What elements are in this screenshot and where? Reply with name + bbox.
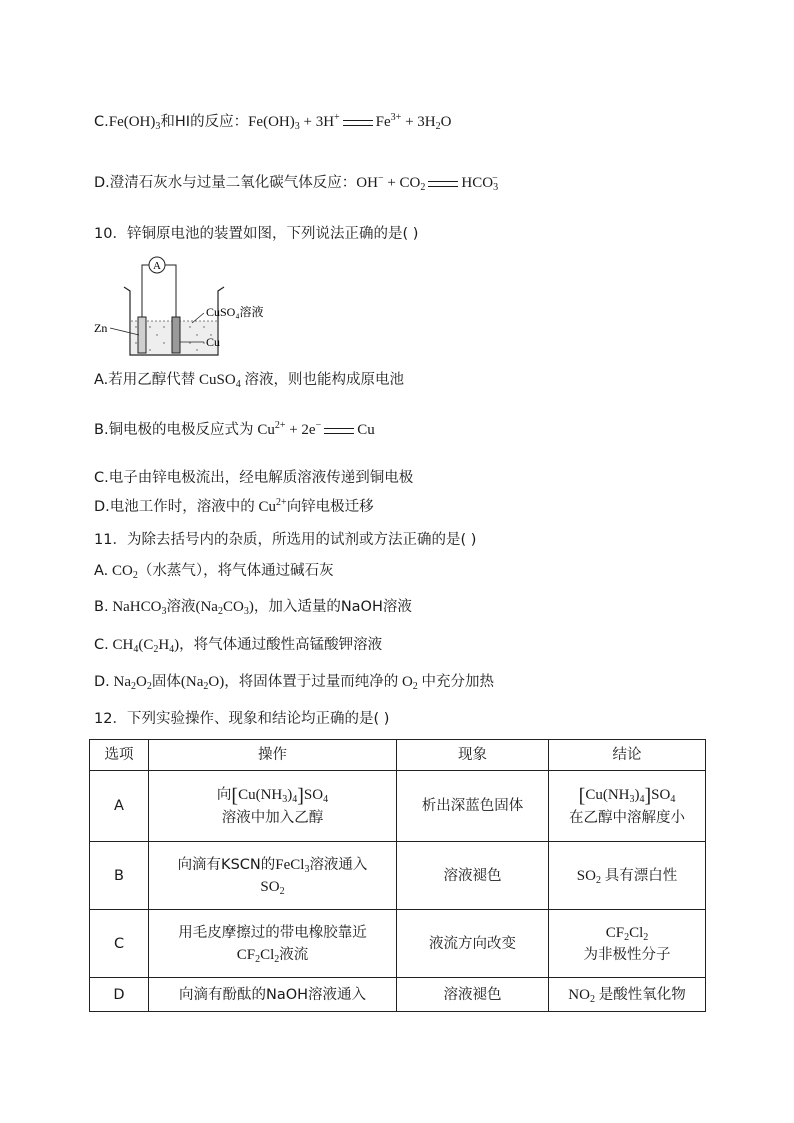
cell-operation bbox=[149, 771, 397, 842]
cell-text: 溶液通入 bbox=[309, 856, 368, 873]
galvanic-cell-figure bbox=[94, 255, 274, 361]
cell-option: B bbox=[90, 842, 149, 910]
q12-stem: 12．下列实验操作、现象和结论均正确的是( ) bbox=[94, 711, 390, 727]
q11-stem: 11．为除去括号内的杂质，所选用的试剂或方法正确的是( ) bbox=[94, 532, 477, 548]
cell-text: 为非极性分子 bbox=[583, 946, 671, 963]
cu-label: Cu bbox=[206, 335, 221, 349]
cell-conclusion bbox=[549, 978, 706, 1012]
option-text: （水蒸气），将气体通过碱石灰 bbox=[137, 563, 334, 579]
option-text: 若用乙醇代替 bbox=[108, 372, 196, 388]
q10-option-c: C.电子由锌电极流出，经电解质溶液传递到铜电极 bbox=[94, 470, 414, 486]
option-text: ，将气体通过酸性高锰酸钾溶液 bbox=[179, 637, 383, 653]
cell-text: 向滴有KSCN的 bbox=[177, 856, 276, 873]
cell-text: 是酸性氧化物 bbox=[598, 986, 686, 1003]
solution-label: CuSO₄溶液 bbox=[206, 305, 264, 319]
cell-text: 用毛皮摩擦过的带电橡胶靠近 bbox=[178, 924, 367, 941]
cell-operation: 向滴有酚酞的NaOH溶液通入 bbox=[149, 978, 397, 1012]
option-prefix: D. bbox=[94, 499, 110, 515]
cell-phenomenon: 溶液褪色 bbox=[397, 842, 549, 910]
formula: $SO_2$ bbox=[260, 878, 285, 897]
option-text: 电池工作时，溶液中的 bbox=[109, 499, 255, 515]
option-text: ，加入适量的NaOH溶液 bbox=[253, 599, 412, 615]
cell-conclusion bbox=[549, 910, 706, 978]
q11-option-b bbox=[94, 597, 412, 617]
formula: $CO_2$ bbox=[108, 563, 138, 581]
ammeter-label: A bbox=[153, 260, 161, 272]
table-row bbox=[90, 842, 706, 910]
option-prefix: A. bbox=[94, 372, 109, 388]
option-text: 中充分加热 bbox=[421, 674, 495, 690]
cell-conclusion bbox=[549, 771, 706, 842]
formula: $(Na_2O)$ bbox=[180, 674, 225, 692]
cell-text: 具有漂白性 bbox=[604, 867, 678, 884]
table-row bbox=[90, 771, 706, 842]
cell-phenomenon: 溶液褪色 bbox=[397, 978, 549, 1012]
q10-option-a bbox=[94, 370, 404, 390]
option-text: 铜电极的电极反应式为 bbox=[108, 422, 254, 438]
option-text: 溶液 bbox=[166, 599, 196, 615]
formula: $NO_2$ bbox=[568, 986, 595, 1005]
q9-option-c bbox=[94, 112, 451, 132]
option-text: 澄清石灰水与过量二氧化碳气体反应： bbox=[109, 175, 357, 191]
cell-text: 液流 bbox=[279, 946, 309, 963]
header-operation: 操作 bbox=[149, 740, 397, 771]
formula: $CH_4(C_2H_4)$ bbox=[108, 637, 180, 655]
formula: FeCl$_3$ bbox=[275, 856, 310, 875]
cell-phenomenon: 液流方向改变 bbox=[397, 910, 549, 978]
q11-option-a bbox=[94, 561, 334, 581]
header-phenomenon: 现象 bbox=[397, 740, 549, 771]
formula: $[Cu(NH_3)_4]SO_4$ bbox=[231, 784, 329, 807]
option-prefix: B. bbox=[94, 599, 109, 615]
option-text: 和HI的反应： bbox=[160, 114, 249, 130]
q10-option-d bbox=[94, 497, 374, 517]
table-header-row bbox=[90, 740, 706, 771]
option-text: 固体 bbox=[151, 674, 181, 690]
cell-operation bbox=[149, 910, 397, 978]
option-text: 向锌电极迁移 bbox=[286, 499, 374, 515]
equation: $Cu^{2+} + 2e^-$ Cu bbox=[253, 420, 375, 438]
option-text: ，将固体置于过量而纯净的 bbox=[224, 674, 399, 690]
header-option: 选项 bbox=[90, 740, 149, 771]
cell-text: 溶液中加入乙醇 bbox=[221, 809, 324, 826]
formula: $Fe(OH)_3$ bbox=[108, 114, 161, 132]
formula: $Na_2O_2$ bbox=[109, 674, 152, 692]
table-row bbox=[90, 978, 706, 1012]
cell-option: C bbox=[90, 910, 149, 978]
option-prefix: D. bbox=[94, 674, 110, 690]
q10-stem: 10．锌铜原电池的装置如图，下列说法正确的是( ) bbox=[94, 226, 419, 242]
option-prefix: C. bbox=[94, 114, 109, 130]
table-row bbox=[90, 910, 706, 978]
cell-text: 在乙醇中溶解度小 bbox=[569, 809, 685, 826]
q11-option-d bbox=[94, 672, 494, 692]
option-prefix: C. bbox=[94, 637, 109, 653]
formula: $CF_2Cl_2$ bbox=[605, 924, 649, 943]
formula: $Cu^{2+}$ bbox=[254, 497, 287, 515]
cell-option: D bbox=[90, 978, 149, 1012]
formula: $SO_2$ bbox=[576, 867, 601, 886]
formula: $(Na_2CO_3)$ bbox=[195, 599, 254, 617]
cell-option: A bbox=[90, 771, 149, 842]
option-prefix: D. bbox=[94, 175, 110, 191]
formula: $[Cu(NH_3)_4]SO_4$ bbox=[578, 784, 676, 807]
formula: $CF_2Cl_2$ bbox=[236, 946, 280, 965]
option-prefix: A. bbox=[94, 563, 109, 579]
option-text: 溶液，则也能构成原电池 bbox=[244, 372, 404, 388]
q9-option-d bbox=[94, 173, 498, 193]
header-conclusion: 结论 bbox=[549, 740, 706, 771]
cell-phenomenon: 析出深蓝色固体 bbox=[397, 771, 549, 842]
cell-text: 向 bbox=[216, 786, 232, 803]
q10-option-b bbox=[94, 420, 375, 440]
formula: CuSO$_4$ bbox=[195, 372, 241, 390]
cell-operation bbox=[149, 842, 397, 910]
formula: $O_2$ bbox=[398, 674, 418, 692]
formula: NaHCO$_3$ bbox=[108, 599, 167, 617]
equation: $Fe(OH)_3 + 3H^+$ $Fe^{3+} + 3H_2O$ bbox=[248, 112, 452, 132]
equation: $OH^- + CO_2$ $HCO_3^-$ bbox=[356, 173, 499, 193]
zn-label: Zn bbox=[94, 321, 108, 335]
experiment-table bbox=[89, 739, 706, 1012]
q11-option-c bbox=[94, 635, 382, 655]
option-prefix: B. bbox=[94, 422, 109, 438]
cell-conclusion bbox=[549, 842, 706, 910]
